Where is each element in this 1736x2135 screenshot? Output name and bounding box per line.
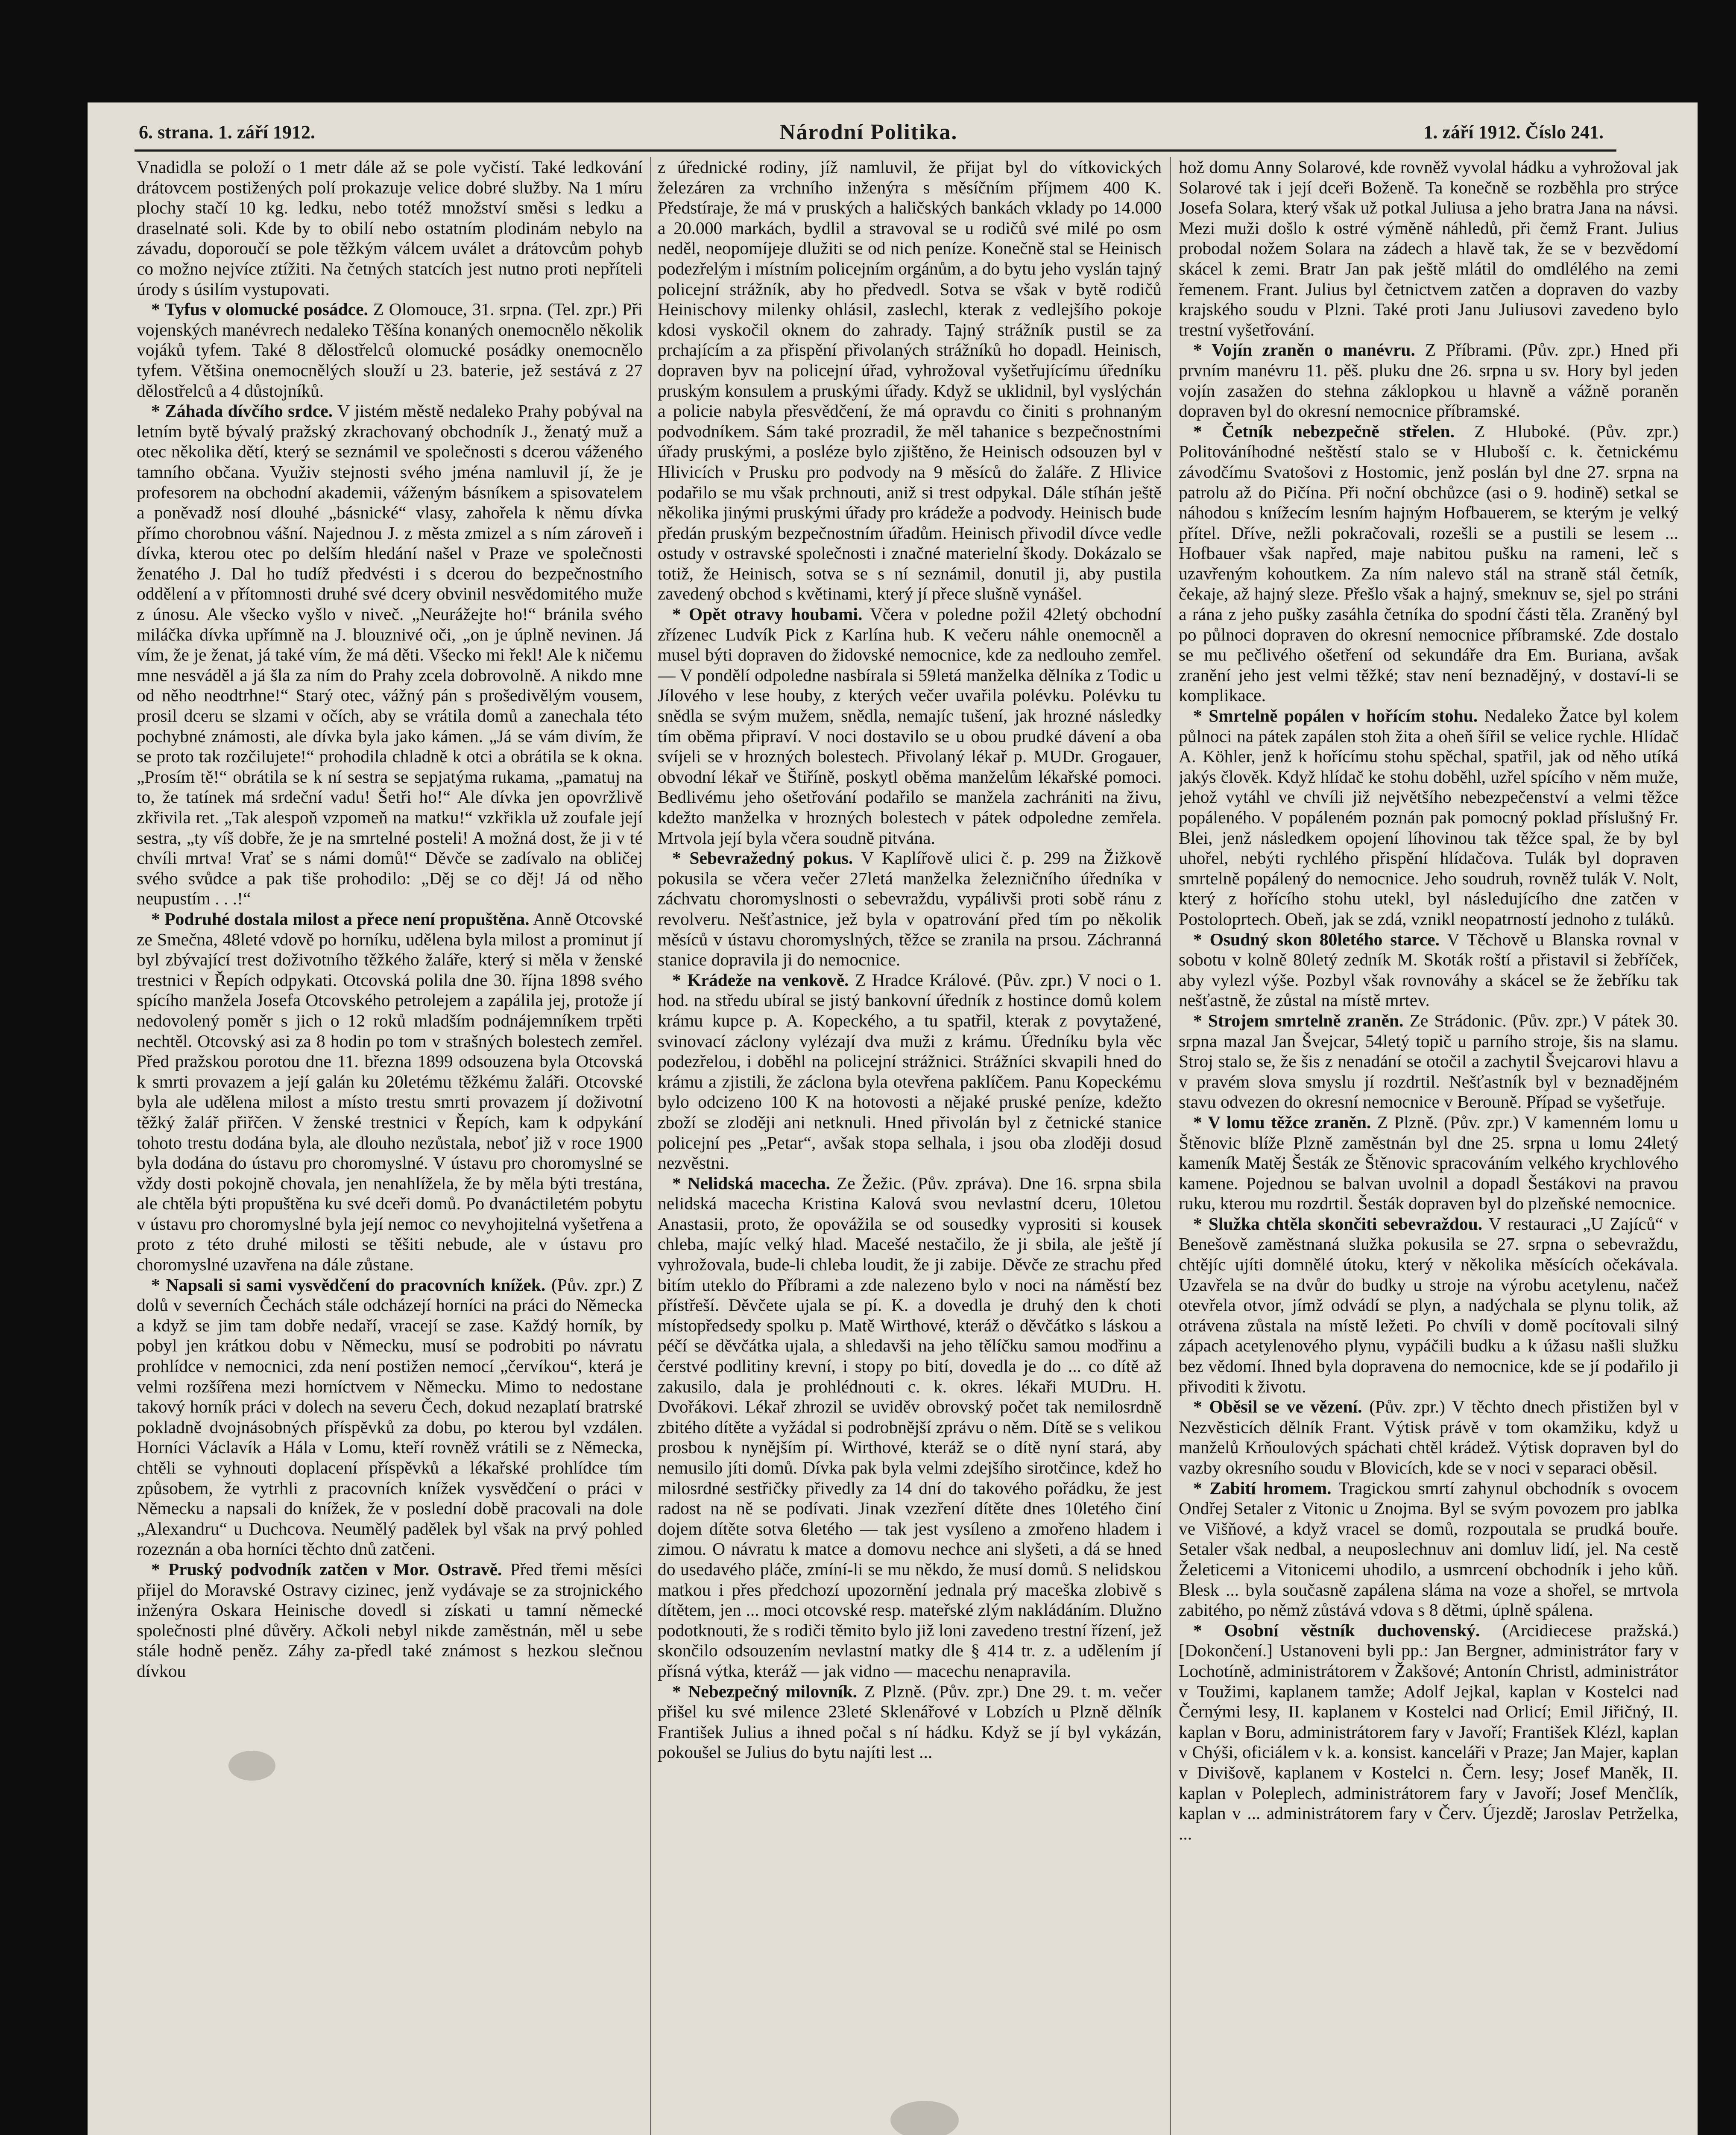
article-body: z úřednické rodiny, jíž namluvil, že přijat byl do vítkovických železáren za vrchního inženýra s měsíčním příjmem 400 K. Předstíraje, že má v pruských a haličských bankách vklady po 14.000 a 20.000 markách, bydlil a stravoval se u rodičů své milé po osm neděl, neopomíjeje dlužiti se od nich peníze. Konečně stal se Heinisch podezřelým i místním policejním orgánům, a do bytu jeho vyslán tajný policejní strážník, aby ho předvedl. Sotva se však v bytě rodičů Heinischovy milenky ohlásil, zaslechl, kterak z vedlejšího pokoje kdosi vyskočil oknem do zahrady. Tajný strážník pustil se za prchajícím a za přispění přivolaných strážníků ho dopadl. Heinisch, dopraven byv na policejní úřad, vyhrožoval vyšetřujícímu úředníku pruským konsulem a pruskými úřady. Když se uklidnil, byl vyslýchán a policie nabyla přesvědčení, že má opravdu co činiti s prohnaným podvodníkem. Sám také prozradil, že měl tahanice s bezpečnostními úřady pruskými, a posléze bylo zjištěno, že Heinisch odsouzen byl v Hlivicích v Prusku pro podvody na 9 měsíců do žaláře. Z Hlivice podařilo se mu však prchnouti, aniž si trest odpykal. Dále stíhán ještě několika jinými pruskými úřady pro krádeže a podvody. Heinisch bude předán pruským bezpečnostním úřadům. Heinisch přivodil dívce vedle ostudy v ostravské společnosti i značné materielní škody. Dokázalo se totiž, že Heinisch, sotva se s ní seznámil, donutil ji, aby pustila zavedený obchod s květinami, který jí přece slušně vynášel. [658,157,1162,604]
article-paragraph [658,604,1162,848]
article-paragraph [137,1559,643,1682]
article-paragraph [137,299,643,401]
article-paragraph [1179,1478,1678,1620]
article-body: Včera v poledne požil 42letý obchodní zřízenec Ludvík Pick z Karlína hub. K večeru náhle onemocněl a musel býti dopraven do židovské nemocnice, kde za nedlouho zemřel. — V pondělí odpoledne nasbírala si 59letá manželka dělníka z Todic u Jílového v lese houby, z kterých večer uvařila polévku. Polévku tu snědla se svým mužem, snědla, nemajíc tušení, jak hrozné následky tím oběma připraví. V noci dostavilo se u obou prudké dávení a oba svíjeli se v hrozných bolestech. Přivolaný lékař p. MUDr. Grogauer, obvodní lékař ve Štiříně, poskytl oběma manželům lékařské pomoci. Bedlivému jeho ošetřování podařilo se manžela zachrániti na živu, kdežto manželka v hrozných bolestech v pátek odpoledne zemřela. Mrtvola její byla včera soudně pitvána. [658,604,1162,848]
article-body: Anně Otcovské ze Smečna, 48leté vdově po horníku, udělena byla milost a prominut jí byl zbývající trest doživotního těžkého žaláře, který si měla v ženské trestnici v Řepích odpykati. Otcovská polila dne 30. října 1898 svého spícího manžela Josefa Otcovského petrolejem a zapálila jej, protože jí nedovolený poměr s jich o 12 roků mladším podnájemníkem trpěti nechtěl. Otcovský asi za 8 hodin po tom v strašných bolestech zemřel. Před pražskou porotou dne 11. března 1899 odsouzena byla Otcovská k smrti provazem a její galán ku 20letému těžkému žaláři. Otcovské byla ale udělena milost a místo trestu smrti provazem jí doživotní těžký žalář přiřčen. V ženské trestnici v Řepích, kam k odpykání tohoto trestu dodána byla, ale dlouho nezůstala, neboť již v roce 1900 byla dodána do ústavu pro choromyslné. V ústavu pro choromyslné se vždy dosti pokojně chovala, jen nenahlížela, že by měla býti trestána, ale chtěla býti propuštěna ku své dceři domů. Po dvanáctiletém pobytu v ústavu pro choromyslné byla její nemoc co nevyhojitelná vyšetřena a proto z této druhé milosti se těšiti nebude, ale v ústavu pro choromyslné uzavřena na dále zůstane. [137,909,643,1275]
article-body: V jistém městě nedaleko Prahy pobýval na letním bytě bývalý pražský zkrachovaný obchodník J., ženatý muž a otec několika dětí, který se seznámil ve společnosti s dcerou váženého tamního občana. Využiv stejnosti svého jména namluvil jí, že je profesorem na obchodní akademii, váženým básníkem a spisovatelem a poněvadž nosí dlouhé „básnické“ vlasy, zahořela k němu dívka přímo chorobnou vášní. Najednou J. z města zmizel a s ním zároveň i dívka, kterou otec po delším hledání našel v Praze ve společnosti ženatého J. Dal ho tudíž předvésti i s dcerou do bezpečnostního oddělení a v přítomnosti druhé své dcery obvinil nesvědomitého muže z únosu. Ale všecko vyšlo v niveč. „Neurážejte ho!“ bránila svého miláčka dívka upřímně na J. blouznivé oči, „on je úplně nevinen. Já vím, že je ženat, já také vím, že má děti. Všecko mi řekl! Ale k ničemu mne nesváděl a já šla za ním do Prahy zcela dobrovolně. A nikdo mne od něho neodtrhne!“ Starý otec, vážný pán s prošedivělým vousem, prosil dceru se slzami v očích, aby se vrátila domů a zanechala této pochybné známosti, ale dívka byla jako kámen. „Já se vám divím, že se proto tak rozčilujete!“ prohodila chladně k otci a obrátila se k okna. „Prosím tě!“ obrátila se k ní sestra se sepjatýma rukama, „pamatuj na to, že tatínek má srdeční vadu! Šetři ho!“ Ale dívka jen opovržlivě zkřivila ret. „Tak alespoň vzpomeň na matku!“ vzkřikla už zoufale její sestra, „ty víš dobře, že je na smrtelné posteli! A možná dost, že ji v té chvíli mrtva! Vrať se s námi domů!“ Děvče se zadívalo na obličej svého svůdce a pak tiše prohodilo: „Děj se co děj! Já od něho neupustím . . .!“ [137,401,643,909]
article-body: (Arcidiecese pražská.) [Dokončení.] Ustanoveni byli pp.: Jan Bergner, administrátor fary v Lochotíně, administrátorem v Žakšové; Antonín Christl, administrátor v Toužimi, kaplanem tamže; Adolf Jejkal, kaplan v Kostelci nad Černými lesy, II. kaplanem v Kostelci nad Orlicí; Emil Jiřičný, II. kaplan v Boru, administrátorem fary v Javoří; František Klézl, kaplan v Chýši, oficiálem v k. a. konsist. kanceláři v Praze; Jan Majer, kaplan v Divišově, kaplanem v Kostelci n. Čern. lesy; Josef Maněk, II. kaplan v Poleplech, administrátorem fary v Javoří; Josef Menčlík, kaplan v ... administrátorem fary v Červ. Újezdě; Jaroslav Petrželka, ... [1179,1620,1678,1843]
article-body: Ze Strádonic. (Pův. zpr.) V pátek 30. srpna mazal Jan Švejcar, 54letý topič u parního stroje, šis na slamu. Stroj stalo se, že šis z nenadání se otočil a zachytil Švejcarovi hlavu a v pravém slova smyslu jí rozdrtil. Nešťastník byl v beznadějném stavu odvezen do okresní nemocnice v Berouně. Případ se vyšetřuje. [1179,1010,1678,1112]
article-paragraph [1179,1011,1678,1112]
article-headline: * Osudný skon 80letého starce. [1193,929,1440,949]
article-headline: * Sebevražedný pokus. [672,848,853,868]
article-body: Z Plzně. (Pův. zpr.) V kamenném lomu u Štěnovic blíže Plzně zaměstnán byl dne 25. srpna u lomu 24letý kameník Matěj Šesták ze Štěnovic spracováním velkého krychlového kamene. Pojednou se balvan uvolnil a dopadl Šestákovi na pravou ruku, kterou mu rozdrtil. Šesták dopraven byl do plzeňské nemocnice. [1179,1112,1678,1214]
page-number-date: 6. strana. 1. září 1912. [139,122,316,143]
column-1 [137,157,643,2135]
article-body: Z Hluboké. (Pův. zpr.) Politováníhodné neštěstí stalo se v Hluboší c. k. četnickému závodčímu Svatošovi z Hostomic, jenž poslán byl dne 27. srpna na patrolu až do Pičína. Při noční obchůzce (asi o 9. hodině) setkal se náhodou s knížecím lesním hajným Hofbauerem, se kterým je velký přítel. Dříve, nežli pokračovali, rozešli se a pustili se lesem ... Hofbauer však napřed, maje nabitou pušku na rameni, leč s uzavřeným kohoutkem. Za ním nalevo stál na straně stál četník, čekaje, až hajný sleze. Přešlo však a hajný, smeknuv se, sjel po stráni a rána z jeho pušky zasáhla četníka do spodní části těla. Zraněný byl po půlnoci dopraven do okresní nemocnice příbramské. Zde dostalo se mu pečlivého ošetření od sekundáře dra Em. Buriana, avšak zranění jeho jest velmi těžké; stav není beznadějný, v dostaví-li se komplikace. [1179,421,1678,705]
article-headline: * Oběsil se ve vězení. [1193,1397,1362,1417]
article-headline: * Strojem smrtelně zraněn. [1193,1010,1404,1030]
article-headline: * Četník nebezpečně střelen. [1193,421,1455,441]
article-headline: * Tyfus v olomucké posádce. [151,299,368,319]
article-paragraph [1179,1620,1678,1844]
article-body: V Kaplířově ulici č. p. 299 na Žižkově pokusila se včera večer 27letá manželka železničního úředníka v záchvatu choromyslnosti o sebevraždu, vypálivši proti sobě ránu z revolveru. Nešťastnice, jež byla v opatrování před tím po několik měsíců v ústavu choromyslných, těžce se zranila na prsou. Záchranná stanice dopravila ji do nemocnice. [658,848,1162,970]
article-paragraph [1179,421,1678,706]
article-body: Z Příbrami. (Pův. zpr.) Hned při prvním manévru 11. pěš. pluku dne 26. srpna u sv. Hory byl jeden vojín zasažen do stehna záklopkou u hlavně a vážně poraněn dopraven byl do okresní nemocnice příbramské. [1179,340,1678,421]
article-headline: * Nelidská macecha. [672,1173,830,1193]
article-body: Nedaleko Žatce byl kolem půlnoci na pátek zapálen stoh žita a oheň šířil se velice rychle. Hlídač A. Köhler, jenž k hořícímu stohu spěchal, spatřil, jak od něho utíká jakýs člověk. Když hlídač ke stohu doběhl, uzřel spícího v něm muže, jehož vytáhl ve chvíli již největšího nebezpečenství a velmi těžce popáleného. V popáleném poznán pak pomocný poklad příslušný Fr. Blei, jenž následkem opojení líhovinou tak těžce spal, že by byl uhořel, nebýti rychlého přispění hlídačova. Tulák byl dopraven smrtelně popálený do nemocnice. Jeho soudruh, rovněž tulák V. Nolt, který z hořícího stohu utekl, byl následujícího dne zatčen v Postoloprtech. Obeň, jak se zdá, vznikl neopatrností jednoho z tuláků. [1179,706,1678,929]
article-body: (Pův. zpr.) Z dolů v severních Čechách stále odcházejí horníci na práci do Německa a když se jim tam dobře nedaří, vracejí se zase. Každý horník, by pobyl jen krátkou dobu v Německu, musí se podrobiti po návratu prohlídce v nemocnici, zda není postižen nemocí „červíkou“, která je velmi rozšířena mezi horníctvem v Německu. Mimo to nedostane takový horník práci v dolech na severu Čech, dokud nezaplatí bratrské pokladně dvojnásobných příspěvků za dobu, po kterou byl vzdálen. Horníci Václavík a Hála v Lomu, kteří rovněž vrátili se z Německa, chtěli se vyhnouti doplacení příspěvků a lékařské prohlídce tím způsobem, že vytrhli z pracovních knížek vysvědčení o práci v Německu a napsali do knížek, že v poslední době pracovali na dole „Alexandru“ u Duchcova. Neumělý padělek byl však na prvý pohled rozeznán a oba horníci těchto dnů zatčeni. [137,1275,643,1559]
article-headline: * Nebezpečný milovník. [672,1681,858,1701]
article-paragraph [1179,930,1678,1011]
article-paragraph [137,909,643,1275]
article-headline: * Záhada dívčího srdce. [151,401,333,421]
article-paragraph [658,970,1162,1173]
issue-date-number: 1. září 1912. Číslo 241. [1423,122,1604,143]
article-headline: * Služka chtěla skončiti sebevraždou. [1193,1214,1483,1234]
header-rule [135,149,1616,152]
newspaper-page [88,102,1698,2135]
column-divider [1170,157,1171,2135]
article-headline: * Vojín zraněn o manévru. [1193,340,1415,360]
article-paragraph [137,157,643,299]
article-headline: * Osobní věstník duchovenský. [1193,1620,1480,1640]
article-headline: * Pruský podvodník zatčen v Mor. Ostravě. [151,1559,502,1579]
article-paragraph [658,157,1162,604]
article-body: Ze Žežic. (Pův. zpráva). Dne 16. srpna sbila nelidská macecha Kristina Kalová svou nevlastní dceru, 10letou Anastasii, proto, že opovážila se od sousedky vyprositi si kousek chleba, majíc velký hlad. Macešé nestačilo, že ji sbila, ale ještě jí vyhrožovala, bude-li chleba loudit, že ji zabije. Děvče ze strachu před bitím uteklo do Příbrami a zde nalezeno bylo v noci na náměstí bez přístřeší. Děvčete ujala se pí. K. a dovedla je druhý den k choti místopředsedy spolku p. Matě Wirthové, kteráž o děvčátko s láskou a péčí se děvčátka ujala, a shledavši na jeho tělíčku samou modřinu a čerstvé podlitiny krevní, i stopy po bití, dovedla je do ... co dítě až zakusilo, dala je prohlédnouti c. k. okres. lékaři MUDru. H. Dvořákovi. Lékař zhrozil se uviděv obrovský počet tak nemilosrdně zbitého dítěte a vyžádal si podrobnější zprávu o něm. Dítě se s velikou prosbou k nynějším pí. Wirthové, kteráž se o dítě nyní stará, aby nemusilo jíti domů. Dívka pak byla velmi zdejšího sirotčince, kdež ho milosrdné sestřičky přivedly za 14 dní do takového pořádku, že jest radost na ně se podívati. Jinak vzezření dítěte dnes 10letého činí dojem dítěte sotva 6letého — tak jest vysíleno a zmořeno hladem i zimou. O návratu k matce a domovu nechce ani slyšeti, a dá se hned do usedavého pláče, zmíní-li se mu někdo, že musí domů. S nelidskou matkou i přes předchozí upozornění jednala prý maceška zlobivě s dítětem, jen ... moci otcovské resp. mateřské zlým nakládáním. Dlužno podotknouti, že s rodiči těmito bylo již loni zavedeno trestní řízení, jež skončilo odsouzením nevlastní matky dle § 414 tr. z. a udělením jí přísná výtka, kteráž — jak vidno — macechu nenapravila. [658,1173,1162,1681]
article-body: Vnadidla se položí o 1 metr dále až se pole vyčistí. Také ledkování drátovcem postižených polí prokazuje velice dobré služby. Na 1 míru plochy stačí 10 kg. ledku, nebo totéž množství směsi s ledku a draselnaté soli. Kde by to obilí nebo ostatním plodinám nebylo na závadu, doporoučí se pole těžkým válcem uválet a drátovcům pohyb co možno nejvíce ztížiti. Na četných statcích jest nutno proti nepříteli úrody s úsilím vystupovati. [137,157,643,299]
article-headline: * Smrtelně popálen v hořícím stohu. [1193,706,1478,726]
column-2 [658,157,1162,2135]
article-body: Z Hradce Králové. (Pův. zpr.) V noci o 1. hod. na středu ubíral se jistý bankovní úředník z hostince domů kolem krámu kupce p. A. Kopeckého, a tu spatřil, kterak z povytažené, svinovací záclony vylézají dva muži z krámu. Úředníku byla věc podezřelou, i doběhl na policejní strážnici. Strážníci skvapili hned do krámu a zjistili, že záclona byla otevřena paklíčem. Panu Kopeckému bylo odcizeno 100 K na hotovosti a nějaké pruské peníze, kdežto zboží se zloději ani netknuli. Hned přivolán byl z četnické stanice policejní pes „Petar“, avšak stopa selhala, i jsou oba zloději dosud nezvěstni. [658,970,1162,1173]
article-paragraph [658,1173,1162,1682]
article-paragraph [1179,157,1678,340]
masthead-title: Národní Politika. [779,120,958,144]
article-paragraph [1179,1214,1678,1397]
article-body: Tragickou smrtí zahynul obchodník s ovocem Ondřej Setaler z Vitonic u Znojma. Byl se svým povozem pro jablka ve Višňové, a když vracel se domů, rozpoutala se prudká bouře. Setaler však nedbal, a neuposlechnuv ani domluv lidí, jel. Na cestě Želeticemi a Vitonicemi uhodilo, a usmrcení obchodník i jeho kůň. Blesk ... byla současně zapálena sláma na voze a shořel, se mrtvola zabitého, po němž zůstává vdova s 8 dětmi, úplně spálena. [1179,1478,1678,1620]
article-paragraph [658,1682,1162,1763]
page-header [88,118,1698,149]
article-headline: * Krádeže na venkově. [672,970,849,990]
column-3 [1179,157,1678,2135]
article-body: hož domu Anny Solarové, kde rovněž vyvolal hádku a vyhrožoval jak Solarové tak i její dceři Boženě. Ta konečně se rozběhla pro strýce Josefa Solara, který však už potkal Juliusa a jeho bratra Jana na návsi. Mezi muži došlo k ostré výměně náhledů, při čemž Frant. Julius probodal nožem Solara na zádech a hlavě tak, že se v bezvědomí skácel k zemi. Bratr Jan pak ještě mlátil do omdlélého na zemi řemenem. Frant. Julius byl četnictvem zatčen a dopraven do vazby krajského soudu v Plzni. Také proti Janu Juliusovi zavedeno bylo trestní vyšetřování. [1179,157,1678,339]
column-divider [650,157,651,2135]
article-headline: * V lomu těžce zraněn. [1193,1112,1371,1132]
article-paragraph [1179,1112,1678,1214]
article-paragraph [137,1275,643,1559]
article-body: Před třemi měsíci přijel do Moravské Ostravy cizinec, jenž vydávaje se za strojnického inženýra Oskara Heinische dovedl si získati u tamní německé společnosti plné důvěry. Ačkoli nebyl nikde zaměstnán, měl u sebe stále hodně peněz. Záhy za-předl také známost s hezkou slečnou dívkou [137,1559,643,1681]
article-body: Z Olomouce, 31. srpna. (Tel. zpr.) Při vojenských manévrech nedaleko Těšína konaných onemocnělo několik vojáků tyfem. Také 8 dělostřelců olomucké posádky onemocnělo tyfem. Většina onemocnělých slouží u 23. baterie, jež sestává z 27 dělostřelců a 4 důstojníků. [137,299,643,401]
article-headline: * Opět otravy houbami. [672,604,863,624]
article-headline: * Podruhé dostala milost a přece není propuštěna. [151,909,530,929]
article-body: V restauraci „U Zajíců“ v Benešově zaměstnaná služka pokusila se 27. srpna o sebevraždu, chtějíc ujíti domnělé útoku, který v několika měsících očekávala. Uzavřela se na dvůr do budky u stroje na výrobu acetylenu, načež otevřela otvor, jímž odvádí se plyn, a nadýchala se plynu tolik, až otrávena zůstala na místě ležeti. Po chvíli v domě pocítovali silný zápach acetylenového plynu, vypáčili budku a k úžasu našli služku bez vědomí. Ihned byla dopravena do nemocnice, kde se jí podařilo ji přivoditi k životu. [1179,1214,1678,1396]
article-body: (Pův. zpr.) V těchto dnech přistižen byl v Nezvěsticích dělník Frant. Výtisk právě v tom okamžiku, když u manželů Krňoulových spáchati chtěl krádež. Výtisk dopraven byl do vazby okresního soudu v Blovicích, kde se v noci v separaci oběsil. [1179,1397,1678,1477]
article-headline: * Zabití hromem. [1193,1478,1332,1498]
article-paragraph [1179,340,1678,421]
article-headline: * Napsali si sami vysvědčení do pracovních knížek. [151,1275,546,1295]
article-body: Z Plzně. (Pův. zpr.) Dne 29. t. m. večer přišel ku své milence 23leté Sklenářové v Lobzích u Plzně dělník František Julius a ihned počal s ní hádku. Když se jí byl vykázán, pokoušel se Julius do bytu najíti lest ... [658,1681,1162,1762]
article-paragraph [658,848,1162,970]
article-paragraph [1179,706,1678,930]
article-body: V Těchově u Blanska rovnal v sobotu v kolně 80letý zedník M. Skoták roští a přistavil si žebříček, aby vylezl výše. Pozbyl však rovnováhy a skácel se že žebříku tak nešťastně, že zůstal na místě mrtev. [1179,929,1678,1010]
article-paragraph [1179,1397,1678,1478]
article-paragraph [137,401,643,909]
